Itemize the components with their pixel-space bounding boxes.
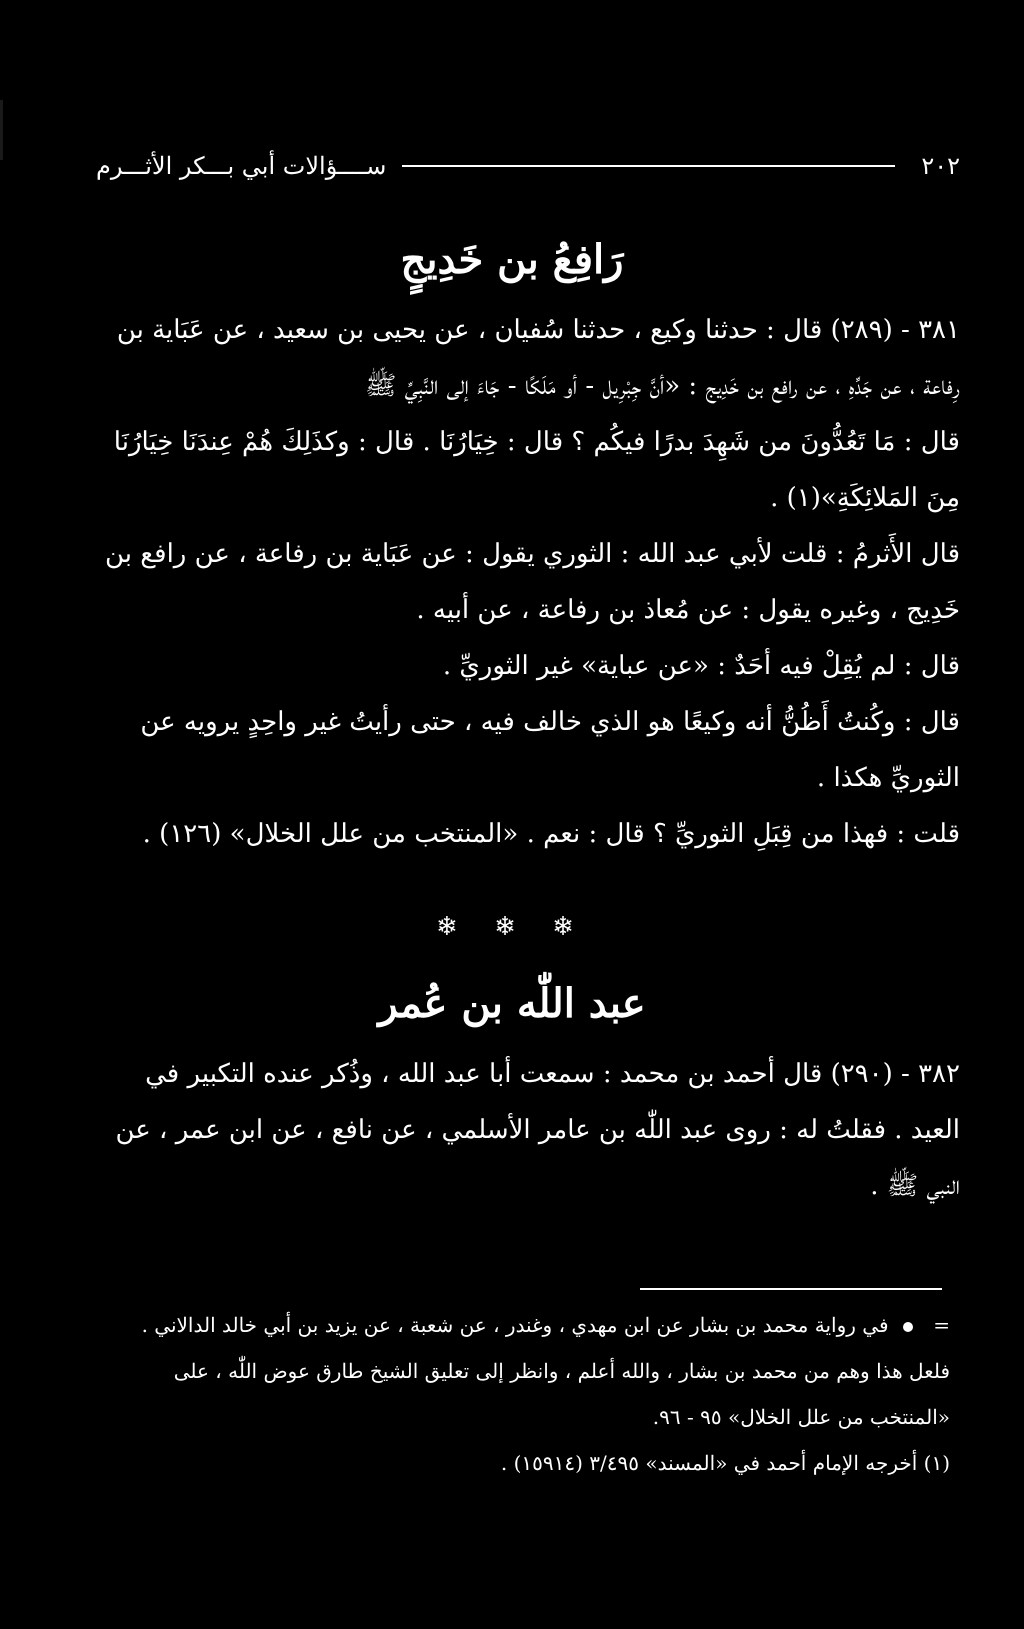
text-line: الثوريِّ هكذا .: [816, 763, 960, 793]
text-line: النبي ﷺ .: [870, 1171, 960, 1201]
text-line: قال : لم يُقِلْ فيه أحَدٌ : «عن عباية» غير الثوريِّ .: [442, 651, 960, 681]
page-edge-shadow: [0, 100, 3, 160]
text-line: قال : وكُنتُ أَظُنُّ أنه وكيعًا هو الذي خالف فيه ، حتى رأيتُ غير واحِدٍ يرويه عن: [140, 707, 960, 737]
footnotes: [90, 1302, 950, 1486]
text-line: قال الأَثرمُ : قلت لأبي عبد الله : الثوري يقول : عن عَبَاية بن رفاعة ، عن رافع بن: [105, 539, 960, 569]
text-line: رِفاعة ، عن جَدِّهِ ، عن رافع بن خَدِيج : «أنَّ جِبْرِيل - أو مَلَكًا - جَاءَ إلى النَّبِيِّ ﷺ: [365, 371, 960, 401]
footnote-rule: [640, 1288, 942, 1290]
text-line: ٣٨٢ - (٢٩٠) قال أحمد بن محمد : سمعت أبا عبد الله ، وذُكر عنده التكبير في: [145, 1059, 960, 1089]
footnote-line: [90, 1302, 950, 1348]
page-header: [96, 146, 960, 186]
text-line: خَدِيج ، وغيره يقول : عن مُعاذ بن رفاعة ، عن أبيه .: [416, 595, 960, 625]
section-separator: ❄ ❄ ❄: [436, 912, 588, 942]
running-title: ســــؤالات أبي بـــكر الأثـــرم: [96, 152, 387, 180]
bullet-icon: [903, 1322, 913, 1332]
header-rule: [402, 165, 895, 167]
footnote-line: (١) أخرجه الإمام أحمد في «المسند» ٣/٤٩٥ (١٥٩١٤) .: [500, 1451, 950, 1475]
text-line: العيد . فقلتُ له : روى عبد اللّٰه بن عامر الأسلمي ، عن نافع ، عن ابن عمر ، عن: [115, 1115, 960, 1145]
section-title-abdullah: عبد اللّٰه بن عُمر: [378, 980, 646, 1027]
page-number: ٢٠٢: [921, 152, 960, 180]
section-body-abdullah: [90, 1046, 960, 1214]
text-line: قلت : فهذا من قِبَلِ الثوريِّ ؟ قال : نعم . «المنتخب من علل الخلال» (١٢٦) .: [142, 819, 960, 849]
footnote-text: في رواية محمد بن بشار عن ابن مهدي ، وغندر ، عن شعبة ، عن يزيد بن أبي خالد الدالاني .: [141, 1313, 889, 1337]
text-line: ٣٨١ - (٢٨٩) قال : حدثنا وكيع ، حدثنا سُفيان ، عن يحيى بن سعيد ، عن عَبَاية بن: [116, 315, 960, 345]
footnote-line: فلعل هذا وهم من محمد بن بشار ، والله أعلم ، وانظر إلى تعليق الشيخ طارق عوض اللّٰه ، على: [173, 1359, 950, 1383]
continuation-mark: =: [933, 1313, 950, 1337]
footnote-line: «المنتخب من علل الخلال» ٩٥ - ٩٦.: [652, 1405, 950, 1429]
text-line: قال : مَا تَعُدُّونَ من شَهِدَ بدرًا فيكُم ؟ قال : خِيَارُنَا . قال : وكذَلِكَ هُمْ عِندَنَا خِيَارُنَا: [113, 427, 960, 457]
text-line: مِنَ المَلائِكَةِ»(١) .: [770, 483, 960, 513]
section-body-rafi: [90, 302, 960, 862]
section-title-rafi: رَافِعُ بن خَدِيجٍ: [400, 236, 624, 283]
